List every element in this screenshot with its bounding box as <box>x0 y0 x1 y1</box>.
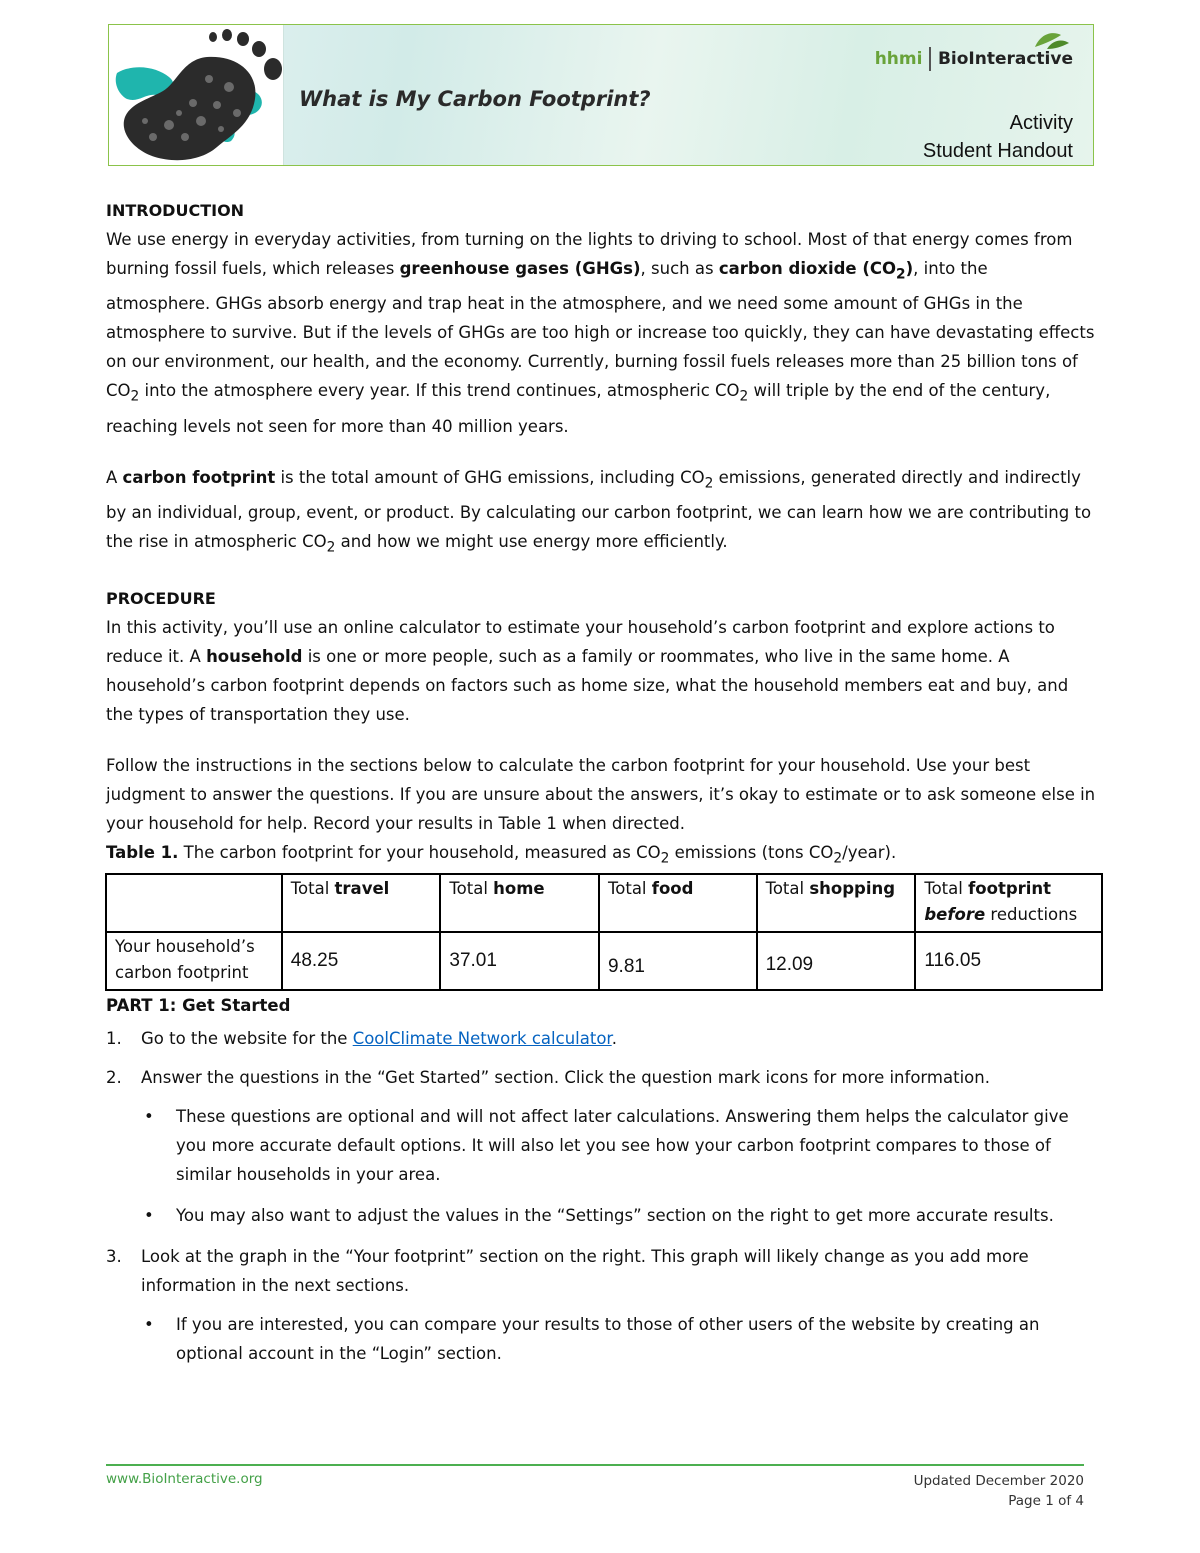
table-header-home <box>440 874 599 932</box>
text-run: travel <box>334 879 390 899</box>
value-shopping: 12.09 <box>765 954 814 976</box>
text-run: We use energy in everyday activities, from turning on the lights to driving to school. Most of that energy comes from burning fossil fuels, which releases <box>106 230 1073 278</box>
subscript: 2 <box>660 850 670 867</box>
row-label-household: Your household’s carbon footprint <box>106 932 282 990</box>
text-run: Total <box>765 879 810 899</box>
doc-type-activity: Activity <box>1009 112 1073 134</box>
value-food: 9.81 <box>607 956 645 978</box>
cell-total-travel[interactable] <box>282 932 441 990</box>
text-run: and how we might use energy more efficiently. <box>335 531 728 551</box>
step-3-text: Look at the graph in the “Your footprint” section on the right. This graph will likely change as you add more information in the next sections. <box>141 1247 1029 1296</box>
text-run: emissions, generated directly and indirectly by an individual, group, event, or product. By calculating our carbon footprint, we can learn how we are contributing to the rise in atmospheric CO <box>106 467 1092 551</box>
step-2 <box>106 1063 1096 1230</box>
bullet-text: You may also want to adjust the values in the “Settings” section on the right to get more accurate results. <box>176 1206 1054 1226</box>
table-row <box>106 932 1102 990</box>
bullet-text: These questions are optional and will not affect later calculations. Answering them helps the calculator give you more accurate default options. It will also let you see how your carbon footprint compares to those of similar households in your area. <box>176 1107 1069 1185</box>
footer-info <box>914 1471 1084 1511</box>
subscript: 2 <box>739 388 749 405</box>
text-run: is the total amount of GHG emissions, including CO <box>275 467 705 487</box>
footer-updated: Updated December 2020 <box>913 1473 1084 1489</box>
procedure-heading: PROCEDURE <box>106 589 216 609</box>
text-run: ) <box>905 259 914 278</box>
text-run: reductions <box>985 905 1078 925</box>
step-2-bullets <box>141 1102 1096 1230</box>
text-run: Total <box>607 879 652 899</box>
table-header-empty <box>106 874 282 932</box>
brand-divider <box>929 47 931 71</box>
subscript: 2 <box>130 388 140 405</box>
text-run: /year). <box>842 843 897 863</box>
term-household: household <box>206 647 303 667</box>
part-1-steps <box>106 1024 1096 1368</box>
step-number: 1. <box>106 1029 122 1049</box>
term-carbon-footprint: carbon footprint <box>122 467 276 487</box>
brand-biointeractive: BioInteractive <box>937 49 1073 69</box>
step-number: 2. <box>106 1068 122 1088</box>
footer-website[interactable]: www.BioInteractive.org <box>106 1471 263 1487</box>
spacer <box>106 729 1096 751</box>
text-run: into the atmosphere every year. If this trend continues, atmospheric CO <box>139 381 740 401</box>
value-home: 37.01 <box>449 950 497 972</box>
table-header-shopping <box>757 874 916 932</box>
step-number: 3. <box>106 1247 122 1267</box>
procedure-paragraph-2: Follow the instructions in the sections below to calculate the carbon footprint for your household. Use your best judgment to answer the questions. If you are unsure about the answers, it’s okay to estimate or to ask someone else in your household for help. Record your results in Table 1 when directed. <box>106 756 1096 834</box>
value-total-footprint: 116.05 <box>924 950 982 972</box>
step-1 <box>106 1024 1096 1053</box>
brand-hhmi: hhmi <box>874 49 923 69</box>
text-run: , into the atmosphere. GHGs absorb energy and trap heat in the atmosphere, and we need some amount of GHGs in the atmosphere to survive. But if the levels of GHGs are too high or increase too quickly, they can have devastating effects on our environment, our health, and the economy. Currently, burning fossil fuels releases more than 25 billion tons of CO <box>106 259 1095 401</box>
table-1-caption <box>106 838 1096 873</box>
term-co2 <box>718 259 914 283</box>
bullet-icon: • <box>144 1107 154 1127</box>
text-run: food <box>651 879 694 899</box>
cell-total-shopping[interactable] <box>757 932 916 990</box>
table-header-food <box>599 874 757 932</box>
introduction-heading: INTRODUCTION <box>106 201 245 220</box>
subscript: 2 <box>896 266 906 283</box>
coolclimate-calculator-link[interactable]: CoolClimate Network calculator <box>352 1029 612 1049</box>
brand-logo <box>875 47 1073 71</box>
doc-type-student-handout: Student Handout <box>922 140 1073 162</box>
table-header-row <box>106 874 1102 932</box>
table-header-total-footprint <box>915 874 1102 932</box>
header-banner <box>108 24 1094 166</box>
spacer <box>106 562 1096 584</box>
subscript: 2 <box>704 474 714 491</box>
text-run: Total <box>449 879 494 899</box>
caption-label: Table 1. <box>106 843 179 863</box>
document-type <box>923 109 1073 165</box>
subscript: 2 <box>833 850 843 867</box>
subscript: 2 <box>326 539 336 556</box>
footprint-logo-icon <box>109 25 283 165</box>
text-run: will triple by the end of the century, reaching levels not seen for more than 40 million years. <box>106 381 1051 436</box>
step-2-text: Answer the questions in the “Get Started” section. Click the question mark icons for more information. <box>141 1068 990 1088</box>
text-run: Go to the website for the <box>141 1029 353 1049</box>
intro-paragraph-2 <box>106 463 1096 563</box>
list-item <box>141 1102 1096 1189</box>
text-run: home <box>493 879 545 899</box>
text-run: In this activity, you’ll use an online calculator to estimate your household’s carbon footprint and explore actions to reduce it. A <box>106 618 1055 667</box>
text-run: footprint <box>968 879 1052 899</box>
footprint-logo-box <box>109 25 284 165</box>
text-run: is one or more people, such as a family or roommates, who live in the same home. A household’s carbon footprint depends on factors such as home size, what the household members eat and buy, and the types of transportation they use. <box>106 647 1069 725</box>
main-content <box>106 196 1096 1380</box>
bullet-icon: • <box>144 1315 154 1335</box>
text-run: The carbon footprint for your household, measured as CO <box>178 843 661 863</box>
document-title: What is My Carbon Footprint? <box>299 87 651 111</box>
text-run: Total <box>924 879 969 899</box>
cell-total-home[interactable] <box>440 932 599 990</box>
cell-total-footprint[interactable] <box>915 932 1102 990</box>
cell-total-food[interactable] <box>599 932 757 990</box>
footer-page-number: Page 1 of 4 <box>1008 1493 1084 1509</box>
part-1-heading: PART 1: Get Started <box>106 996 291 1016</box>
list-item <box>141 1201 1096 1230</box>
text-run: . <box>611 1029 617 1049</box>
bullet-text: If you are interested, you can compare your results to those of other users of the website by creating an optional account in the “Login” section. <box>176 1315 1040 1364</box>
bullet-icon: • <box>144 1206 154 1226</box>
list-item <box>141 1310 1096 1368</box>
term-ghg: greenhouse gases (GHGs) <box>399 259 641 278</box>
text-run: shopping <box>809 879 896 899</box>
spacer <box>106 441 1096 463</box>
footer-divider <box>106 1464 1084 1466</box>
intro-paragraph-1 <box>106 225 1096 441</box>
text-run: , such as <box>640 259 719 278</box>
text-run: Total <box>290 879 335 899</box>
table-header-travel <box>282 874 441 932</box>
procedure-paragraph-1 <box>106 613 1096 729</box>
text-run: A <box>106 467 123 487</box>
carbon-footprint-table <box>105 873 1103 991</box>
value-travel: 48.25 <box>290 950 339 972</box>
step-3 <box>106 1242 1096 1368</box>
step-3-bullets <box>141 1310 1096 1368</box>
text-run: before <box>924 905 986 925</box>
text-run: carbon dioxide (CO <box>718 259 897 278</box>
text-run: emissions (tons CO <box>669 843 834 863</box>
